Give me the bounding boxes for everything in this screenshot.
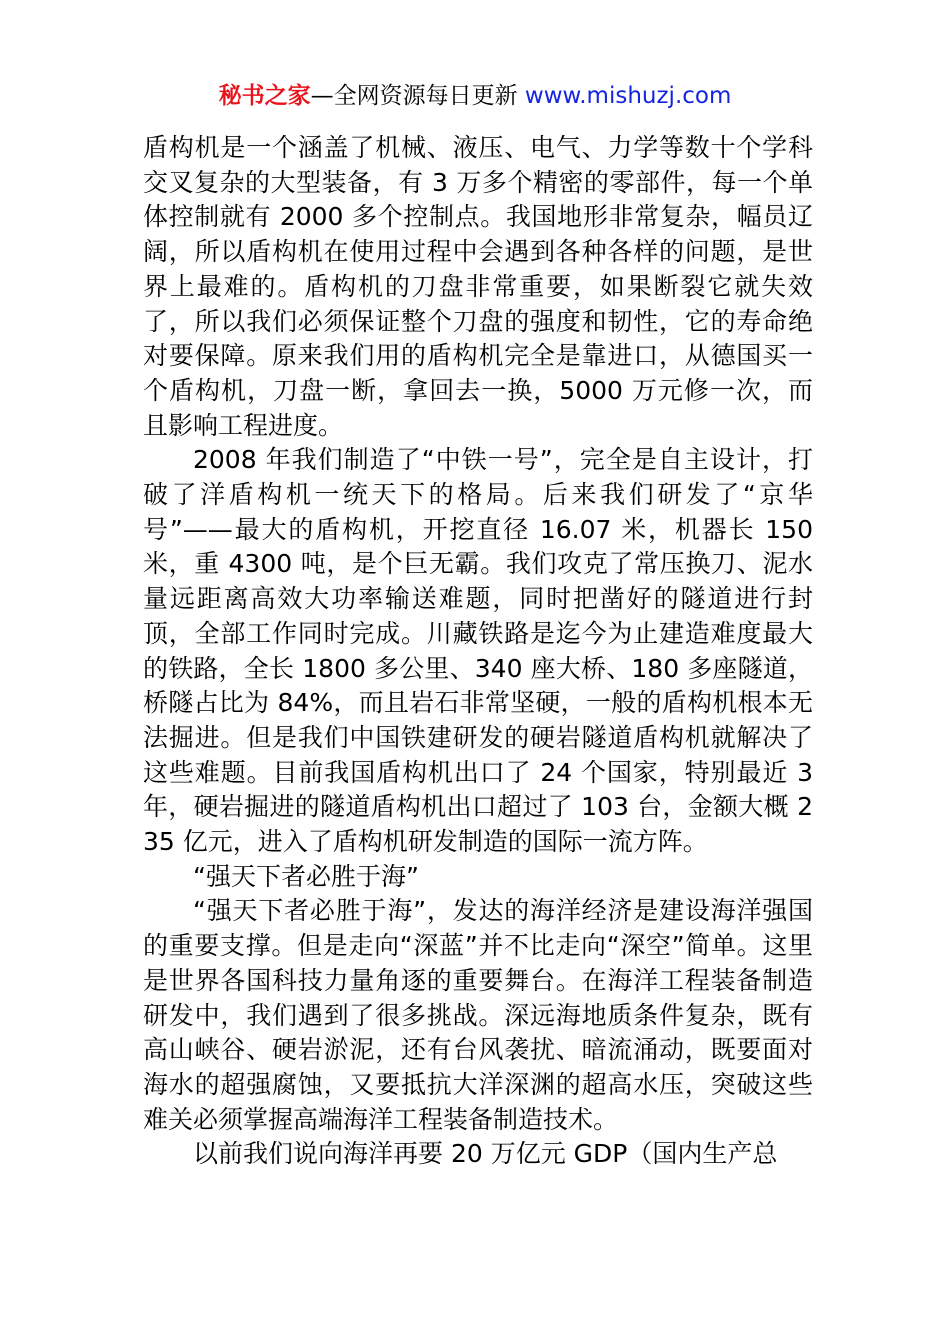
section-heading-ocean: “强天下者必胜于海” [193,861,419,891]
paragraph-ocean-economy: “强天下者必胜于海”，发达的海洋经济是建设海洋强国的重要支撑。但是走向“深蓝”并不比走向“深空”简单。这里是世界各国科技力量角逐的重要舞台。在海洋工程装备制造研发中，我们遇到了很多挑战。深远海地质条件复杂，既有高山峡谷、硬岩淤泥，还有台风袭扰、暗流涌动，既要面对海水的超强腐蚀，又要抵抗大洋深渊的超高水压，突破这些难关必须掌握高端海洋工程装备制造技术。 [143,896,813,1134]
site-url-link[interactable]: www.mishuzj.com [524,83,732,109]
site-tagline: —全网资源每日更新 [310,83,518,109]
brand-name: 秘书之家 [218,83,311,109]
site-header [0,80,950,112]
article-body [143,131,813,1172]
paragraph-ocean-gdp: 以前我们说向海洋再要 20 万亿元 GDP（国内生产总 [193,1139,778,1169]
paragraph-shield-machine-history: 2008 年我们制造了“中铁一号”，完全是自主设计，打破了洋盾构机一统天下的格局。后来我们研发了“京华号”——最大的盾构机，开挖直径 16.07 米，机器长 150 米，重 4300 吨，是个巨无霸。我们攻克了常压换刀、泥水量远距离高效大功率输送难题，同时把凿好的隧道进行封顶，全部工作同时完成。川藏铁路是迄今为止建造难度最大的铁路，全长 1800 多公里、340 座大桥、180 多座隧道，桥隧占比为 84%，而且岩石非常坚硬，一般的盾构机根本无法掘进。但是我们中国铁建研发的硬岩隧道盾构机就解决了这些难题。目前我国盾构机出口了 24 个国家，特别最近 3 年，硬岩掘进的隧道盾构机出口超过了 103 台，金额大概 235 亿元，进入了盾构机研发制造的国际一流方阵。 [143,445,813,857]
paragraph-shield-machine-intro: 盾构机是一个涵盖了机械、液压、电气、力学等数十个学科交叉复杂的大型装备，有 3 万多个精密的零部件，每一个单体控制就有 2000 多个控制点。我国地形非常复杂，幅员辽阔，所以盾构机在使用过程中会遇到各种各样的问题，是世界上最难的。盾构机的刀盘非常重要，如果断裂它就失效了，所以我们必须保证整个刀盘的强度和韧性，它的寿命绝对要保障。原来我们用的盾构机完全是靠进口，从德国买一个盾构机，刀盘一断，拿回去一换，5000 万元修一次，而且影响工程进度。 [143,133,813,440]
